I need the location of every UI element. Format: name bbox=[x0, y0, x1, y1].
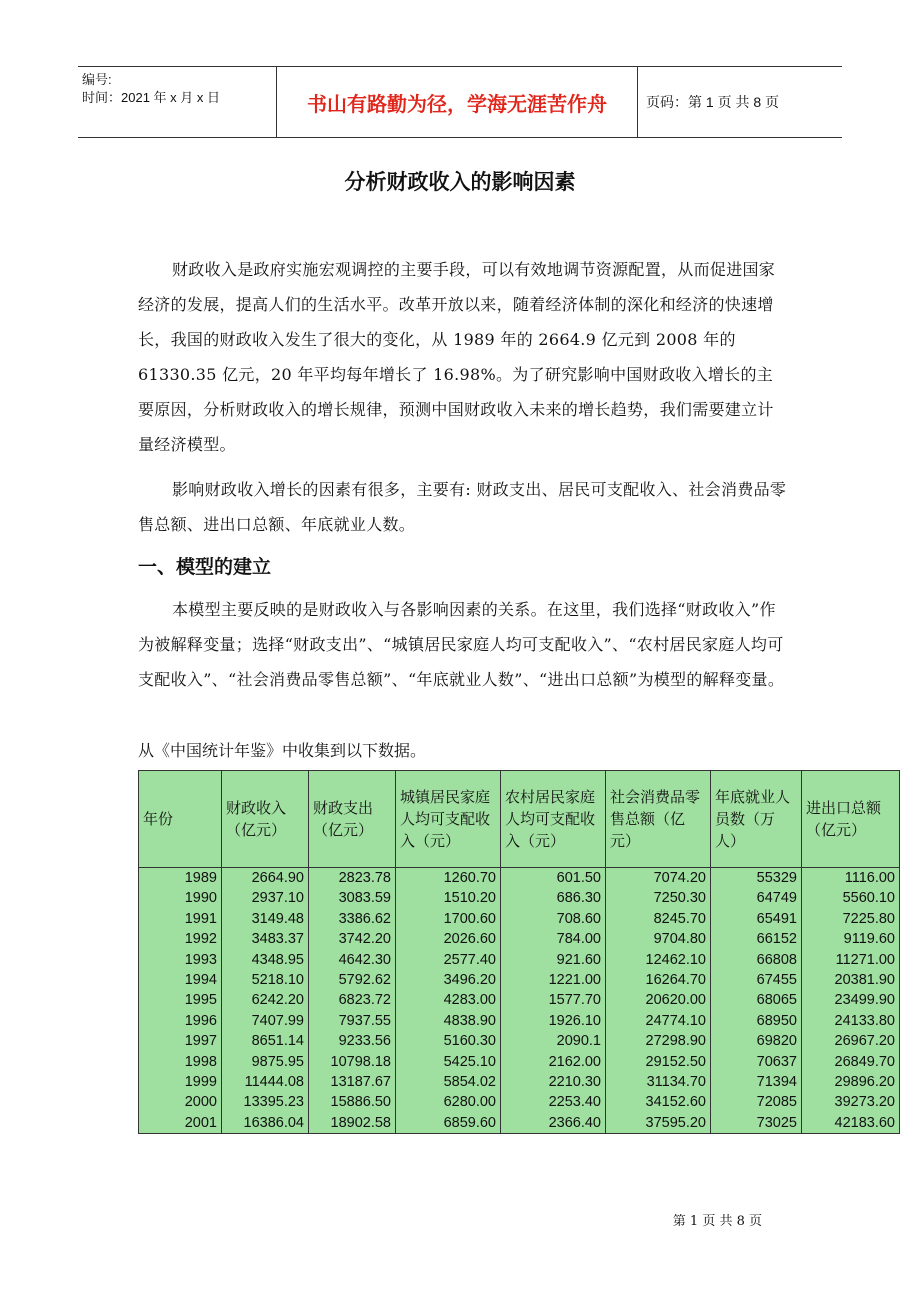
table-cell: 15886.50 bbox=[309, 1092, 396, 1112]
table-cell: 9119.60 bbox=[802, 929, 900, 949]
table-cell: 1999 bbox=[139, 1072, 222, 1092]
table-cell: 4838.90 bbox=[396, 1011, 501, 1031]
table-cell: 12462.10 bbox=[606, 950, 711, 970]
table-cell: 1510.20 bbox=[396, 888, 501, 908]
table-cell: 784.00 bbox=[501, 929, 606, 949]
table-cell: 26967.20 bbox=[802, 1031, 900, 1051]
table-row bbox=[139, 970, 900, 990]
table-cell: 69820 bbox=[711, 1031, 802, 1051]
table-cell: 37595.20 bbox=[606, 1113, 711, 1134]
table-cell: 921.60 bbox=[501, 950, 606, 970]
table-cell: 7250.30 bbox=[606, 888, 711, 908]
table-cell: 29896.20 bbox=[802, 1072, 900, 1092]
table-cell: 1221.00 bbox=[501, 970, 606, 990]
table-cell: 5218.10 bbox=[222, 970, 309, 990]
table-cell: 2664.90 bbox=[222, 868, 309, 889]
table-cell: 7225.80 bbox=[802, 909, 900, 929]
table-row bbox=[139, 909, 900, 929]
table-cell: 6823.72 bbox=[309, 990, 396, 1010]
table-cell: 20620.00 bbox=[606, 990, 711, 1010]
table-cell: 3149.48 bbox=[222, 909, 309, 929]
table-cell: 5854.02 bbox=[396, 1072, 501, 1092]
table-cell: 1990 bbox=[139, 888, 222, 908]
table-row bbox=[139, 1052, 900, 1072]
table-cell: 7937.55 bbox=[309, 1011, 396, 1031]
table-row bbox=[139, 868, 900, 889]
table-cell: 29152.50 bbox=[606, 1052, 711, 1072]
col-retail-sales: 社会消费品零售总额（亿元） bbox=[606, 771, 711, 868]
table-cell: 11444.08 bbox=[222, 1072, 309, 1092]
table-cell: 5792.62 bbox=[309, 970, 396, 990]
table-cell: 55329 bbox=[711, 868, 802, 889]
table-cell: 3386.62 bbox=[309, 909, 396, 929]
header-page-label: 页码：第 1 页 共 8 页 bbox=[646, 94, 780, 110]
table-cell: 1996 bbox=[139, 1011, 222, 1031]
table-cell: 2001 bbox=[139, 1113, 222, 1134]
col-fiscal-expenditure: 财政支出（亿元） bbox=[309, 771, 396, 868]
table-body bbox=[139, 868, 900, 1134]
table-cell: 65491 bbox=[711, 909, 802, 929]
intro-paragraph-1: 财政收入是政府实施宏观调控的主要手段，可以有效地调节资源配置，从而促进国家经济的发展，提高人们的生活水平。改革开放以来，随着经济体制的深化和经济的快速增长，我国的财政收入发生了很大的变化，从 1989 年的 2664.9 亿元到 2008 年的 61330.35 亿元，20 年平均每年增长了 16.98%。为了研究影响中国财政收入增长的主要原因，分析财政收入的增长规律，预测中国财政收入未来的增长趋势，我们需要建立计量经济模型。 bbox=[138, 260, 776, 454]
table-cell: 72085 bbox=[711, 1092, 802, 1112]
table-cell: 2577.40 bbox=[396, 950, 501, 970]
table-cell: 8245.70 bbox=[606, 909, 711, 929]
table-cell: 3496.20 bbox=[396, 970, 501, 990]
table-cell: 39273.20 bbox=[802, 1092, 900, 1112]
time-label: 时间：2021 年 x 月 x 日 bbox=[82, 90, 220, 105]
table-cell: 2253.40 bbox=[501, 1092, 606, 1112]
table-cell: 71394 bbox=[711, 1072, 802, 1092]
table-cell: 1700.60 bbox=[396, 909, 501, 929]
table-cell: 686.30 bbox=[501, 888, 606, 908]
table-row bbox=[139, 1113, 900, 1134]
table-cell: 4348.95 bbox=[222, 950, 309, 970]
table-cell: 9704.80 bbox=[606, 929, 711, 949]
table-cell: 3742.20 bbox=[309, 929, 396, 949]
table-cell: 4283.00 bbox=[396, 990, 501, 1010]
table-cell: 16386.04 bbox=[222, 1113, 309, 1134]
table-cell: 9875.95 bbox=[222, 1052, 309, 1072]
table-cell: 1998 bbox=[139, 1052, 222, 1072]
section-paragraph: 本模型主要反映的是财政收入与各影响因素的关系。在这里，我们选择“财政收入”作为被解释变量；选择“财政支出”、“城镇居民家庭人均可支配收入”、“农村居民家庭人均可支配收入”、“社会消费品零售总额”、“年底就业人数”、“进出口总额”为模型的解释变量。 bbox=[138, 600, 785, 689]
table-row bbox=[139, 888, 900, 908]
table-cell: 26849.70 bbox=[802, 1052, 900, 1072]
table-row bbox=[139, 990, 900, 1010]
table-cell: 16264.70 bbox=[606, 970, 711, 990]
table-cell: 27298.90 bbox=[606, 1031, 711, 1051]
table-cell: 68065 bbox=[711, 990, 802, 1010]
table-cell: 13395.23 bbox=[222, 1092, 309, 1112]
table-cell: 73025 bbox=[711, 1113, 802, 1134]
table-row bbox=[139, 950, 900, 970]
table-row bbox=[139, 1072, 900, 1092]
table-cell: 2823.78 bbox=[309, 868, 396, 889]
intro-paragraph-2: 影响财政收入增长的因素有很多，主要有: 财政支出、居民可支配收入、社会消费品零售总额、进出口总额、年底就业人数。 bbox=[138, 480, 787, 534]
table-cell: 1989 bbox=[139, 868, 222, 889]
table-cell: 2210.30 bbox=[501, 1072, 606, 1092]
table-cell: 1997 bbox=[139, 1031, 222, 1051]
table-cell: 5560.10 bbox=[802, 888, 900, 908]
header-meta bbox=[78, 67, 277, 137]
table-cell: 1577.70 bbox=[501, 990, 606, 1010]
table-cell: 18902.58 bbox=[309, 1113, 396, 1134]
table-cell: 2090.1 bbox=[501, 1031, 606, 1051]
col-employment: 年底就业人员数（万人） bbox=[711, 771, 802, 868]
col-year: 年份 bbox=[139, 771, 222, 868]
table-cell: 2026.60 bbox=[396, 929, 501, 949]
header-motto: 书山有路勤为径，学海无涯苦作舟 bbox=[277, 67, 638, 137]
table-cell: 2000 bbox=[139, 1092, 222, 1112]
table-row bbox=[139, 1092, 900, 1112]
table-cell: 7074.20 bbox=[606, 868, 711, 889]
table-cell: 1116.00 bbox=[802, 868, 900, 889]
table-cell: 13187.67 bbox=[309, 1072, 396, 1092]
col-import-export: 进出口总额（亿元） bbox=[802, 771, 900, 868]
table-cell: 1260.70 bbox=[396, 868, 501, 889]
table-cell: 708.60 bbox=[501, 909, 606, 929]
page-footer: 第 1 页 共 8 页 bbox=[672, 1214, 762, 1229]
col-rural-income: 农村居民家庭人均可支配收入（元） bbox=[501, 771, 606, 868]
table-cell: 24774.10 bbox=[606, 1011, 711, 1031]
table-row bbox=[139, 1011, 900, 1031]
table-cell: 1993 bbox=[139, 950, 222, 970]
table-cell: 20381.90 bbox=[802, 970, 900, 990]
table-cell: 24133.80 bbox=[802, 1011, 900, 1031]
table-cell: 9233.56 bbox=[309, 1031, 396, 1051]
table-cell: 31134.70 bbox=[606, 1072, 711, 1092]
table-cell: 1926.10 bbox=[501, 1011, 606, 1031]
table-cell: 7407.99 bbox=[222, 1011, 309, 1031]
table-cell: 1994 bbox=[139, 970, 222, 990]
document-title: 分析财政收入的影响因素 bbox=[344, 170, 576, 194]
table-cell: 1992 bbox=[139, 929, 222, 949]
table-cell: 1995 bbox=[139, 990, 222, 1010]
table-cell: 34152.60 bbox=[606, 1092, 711, 1112]
data-source-note: 从《中国统计年鉴》中收集到以下数据。 bbox=[138, 741, 427, 760]
table-cell: 2162.00 bbox=[501, 1052, 606, 1072]
table-cell: 11271.00 bbox=[802, 950, 900, 970]
table-cell: 68950 bbox=[711, 1011, 802, 1031]
table-cell: 70637 bbox=[711, 1052, 802, 1072]
col-fiscal-revenue: 财政收入（亿元） bbox=[222, 771, 309, 868]
table-cell: 64749 bbox=[711, 888, 802, 908]
document-header bbox=[78, 66, 842, 138]
col-urban-income: 城镇居民家庭人均可支配收入（元） bbox=[396, 771, 501, 868]
table-cell: 2937.10 bbox=[222, 888, 309, 908]
table-cell: 5425.10 bbox=[396, 1052, 501, 1072]
table-cell: 8651.14 bbox=[222, 1031, 309, 1051]
table-cell: 67455 bbox=[711, 970, 802, 990]
data-table bbox=[138, 770, 900, 1134]
table-cell: 1991 bbox=[139, 909, 222, 929]
table-row bbox=[139, 1031, 900, 1051]
table-cell: 42183.60 bbox=[802, 1113, 900, 1134]
table-cell: 3083.59 bbox=[309, 888, 396, 908]
table-cell: 2366.40 bbox=[501, 1113, 606, 1134]
table-cell: 3483.37 bbox=[222, 929, 309, 949]
table-cell: 6280.00 bbox=[396, 1092, 501, 1112]
table-cell: 6859.60 bbox=[396, 1113, 501, 1134]
table-cell: 66152 bbox=[711, 929, 802, 949]
table-cell: 6242.20 bbox=[222, 990, 309, 1010]
table-cell: 10798.18 bbox=[309, 1052, 396, 1072]
serial-label: 编号: bbox=[82, 72, 112, 87]
table-cell: 66808 bbox=[711, 950, 802, 970]
section-heading: 一、模型的建立 bbox=[138, 556, 272, 578]
table-cell: 23499.90 bbox=[802, 990, 900, 1010]
table-row bbox=[139, 929, 900, 949]
table-cell: 4642.30 bbox=[309, 950, 396, 970]
table-cell: 5160.30 bbox=[396, 1031, 501, 1051]
table-cell: 601.50 bbox=[501, 868, 606, 889]
table-header-row bbox=[139, 771, 900, 868]
